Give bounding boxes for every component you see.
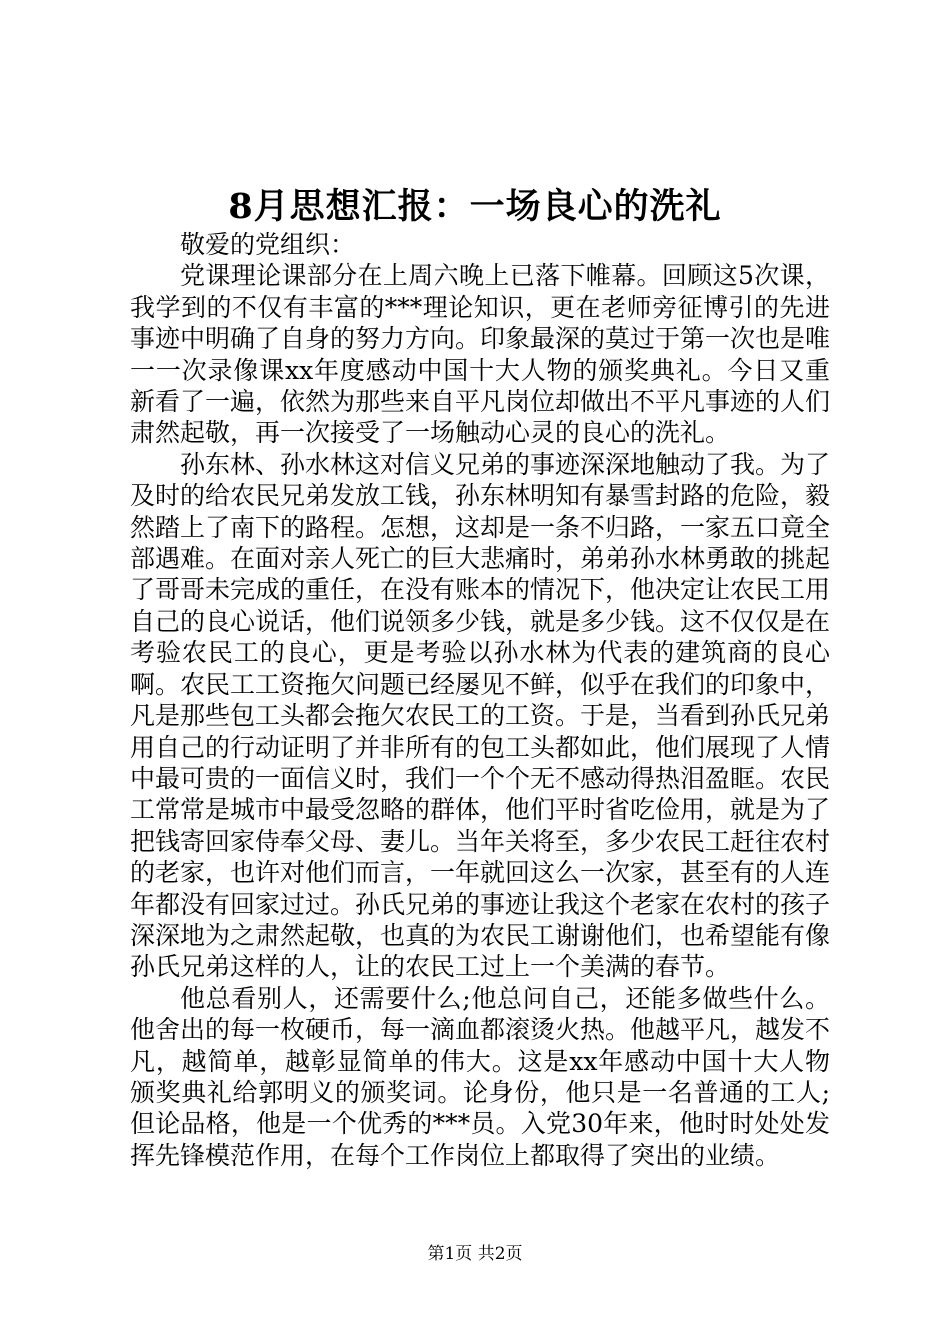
paragraph-1: 党课理论课部分在上周六晚上已落下帷幕。回顾这5次课，我学到的不仅有丰富的***理论知识，更在老师旁征博引的先进事迹中明确了自身的努力方向。印象最深的莫过于第一次也是唯一一次录像课xx年度感动中国十大人物的颁奖典礼。今日又重新看了一遍，依然为那些来自平凡岗位却做出不平凡事迹的人们肃然起敬，再一次接受了一场触动心灵的良心的洗礼。 — [130, 261, 831, 448]
page-footer: 第1页 共2页 — [427, 1244, 523, 1264]
paragraph-2: 孙东林、孙水林这对信义兄弟的事迹深深地触动了我。为了及时的给农民兄弟发放工钱，孙东林明知有暴雪封路的危险，毅然踏上了南下的路程。怎想，这却是一条不归路，一家五口竟全部遇难。在面对亲人死亡的巨大悲痛时，弟弟孙水林勇敢的挑起了哥哥未完成的重任，在没有账本的情况下，他决定让农民工用自己的良心说话，他们说领多少钱，就是多少钱。这不仅仅是在考验农民工的良心，更是考验以孙水林为代表的建筑商的良心啊。农民工工资拖欠问题已经屡见不鲜，似乎在我们的印象中，凡是那些包工头都会拖欠农民工的工资。于是，当看到孙氏兄弟用自己的行动证明了并非所有的包工头都如此，他们展现了人情中最可贵的一面信义时，我们一个个无不感动得热泪盈眶。农民工常常是城市中最受忽略的群体，他们平时省吃俭用，就是为了把钱寄回家侍奉父母、妻儿。当年关将至，多少农民工赶往农村的老家，也许对他们而言，一年就回这么一次家，甚至有的人连年都没有回家过过。孙氏兄弟的事迹让我这个老家在农村的孩子深深地为之肃然起敬，也真的为农民工谢谢他们，也希望能有像孙氏兄弟这样的人，让的农民工过上一个美满的春节。 — [130, 449, 831, 982]
document-body — [130, 229, 830, 1171]
document-title: 8月思想汇报：一场良心的洗礼 — [228, 186, 722, 227]
salutation: 敬爱的党组织： — [180, 230, 356, 259]
paragraph-3: 他总看别人，还需要什么;他总问自己，还能多做些什么。他舍出的每一枚硬币，每一滴血都滚烫火热。他越平凡，越发不凡，越简单，越彰显简单的伟大。这是xx年感动中国十大人物颁奖典礼给郭明义的颁奖词。论身份，他只是一名普通的工人;但论品格，他是一个优秀的***员。入党30年来，他时时处处发挥先锋模范作用，在每个工作岗位上都取得了突出的业绩。 — [130, 983, 831, 1170]
